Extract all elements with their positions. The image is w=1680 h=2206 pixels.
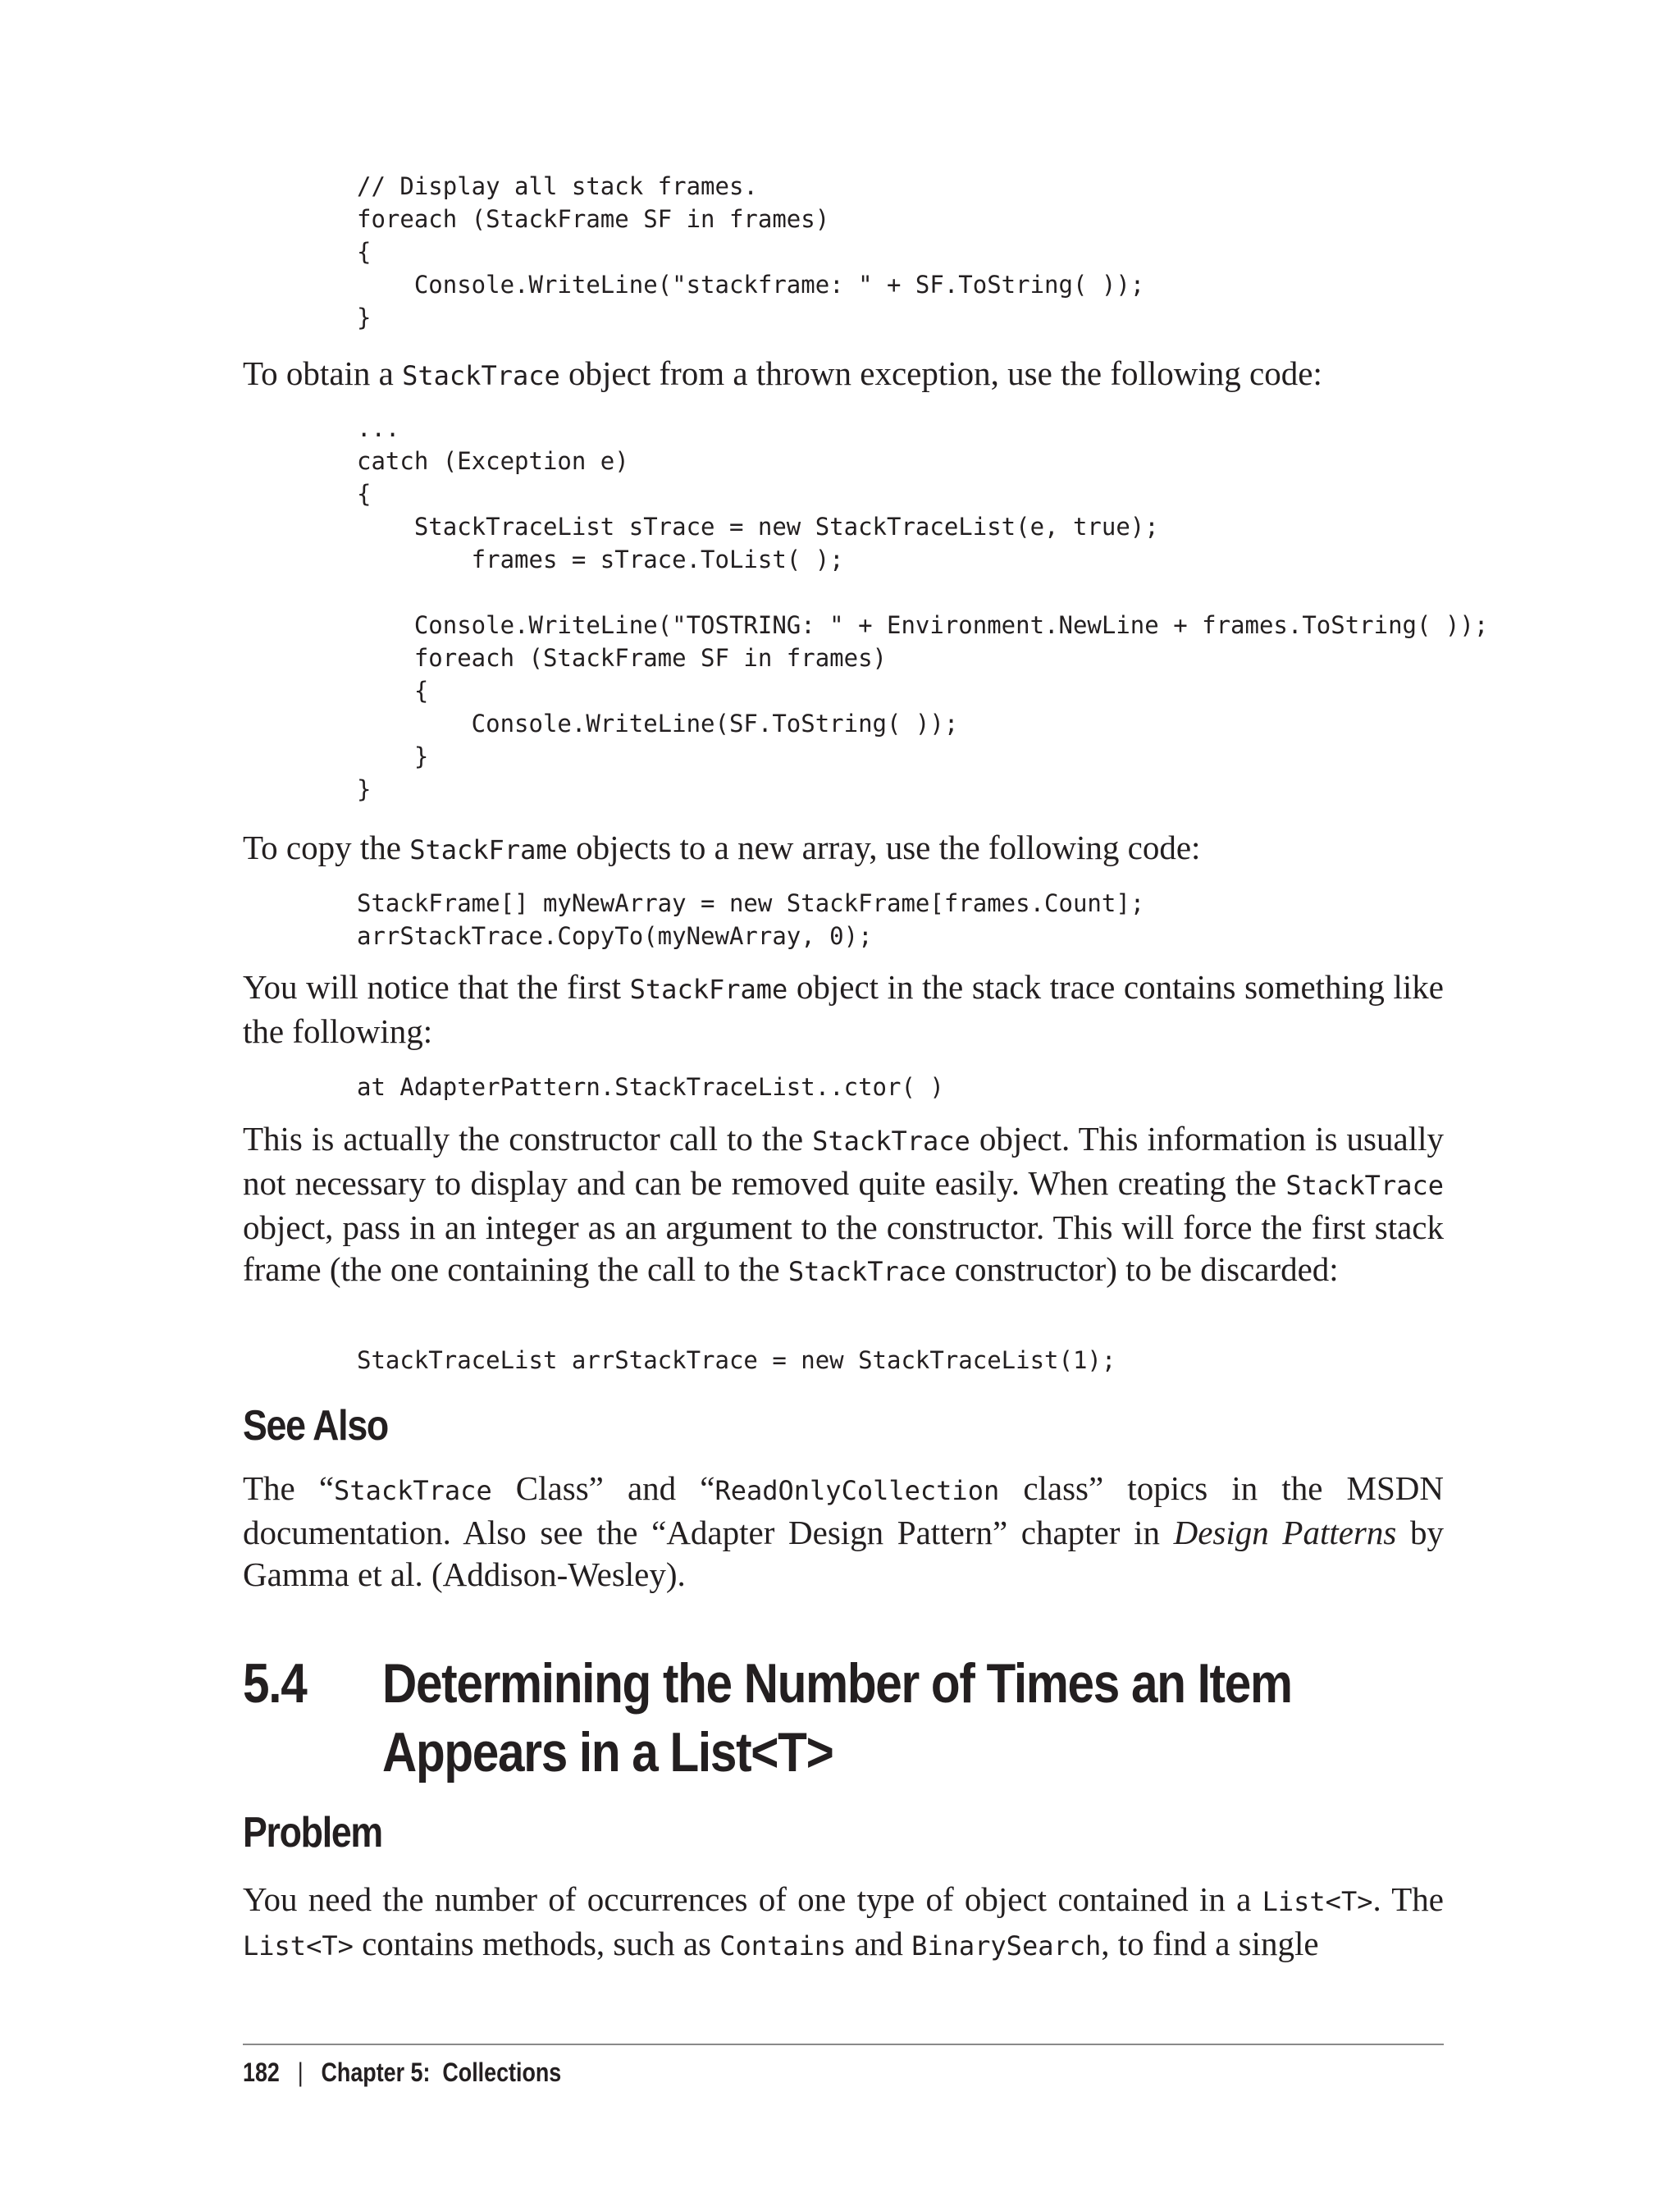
footer-rule (243, 2044, 1444, 2045)
section-number: 5.4 (243, 1652, 307, 1715)
page-footer (243, 2056, 561, 2089)
code-block-catch-exception: ... catch (Exception e) { StackTraceList sTrace = new StackTraceList(e, true); frames = sTrace.ToList( ); Console.WriteLine("TOSTRING: " + Environment.NewLine + frames.ToString( )); foreach (StackFrame SF in frames) { Console.WriteLine(SF.ToString( )); } } (357, 414, 1489, 803)
paragraph-problem: You need the number of occurrences of one type of object contained in a List<T>. The List<T> contains methods, such as Contains and BinarySearch, to find a single (243, 1880, 1444, 1962)
code-block-discard-frame: StackTraceList arrStackTrace = new StackTraceList(1); (357, 1346, 1116, 1374)
code-block-copy-array: StackFrame[] myNewArray = new StackFrame[frames.Count]; arrStackTrace.CopyTo(myNewArray, 0); (357, 889, 1145, 950)
heading-see-also: See Also (243, 1402, 388, 1450)
code-block-display-frames: // Display all stack frames. foreach (StackFrame SF in frames) { Console.WriteLine("stackframe: " + SF.ToString( )); } (357, 172, 1145, 331)
paragraph-first-stackframe: You will notice that the first StackFrame object in the stack trace contains something like the following: (243, 968, 1445, 1050)
paragraph-copy-stackframes: To copy the StackFrame objects to a new array, use the following code: (243, 829, 1201, 866)
footer-separator: | (297, 2058, 304, 2087)
section-title-line-2: Appears in a List<T> (382, 1721, 833, 1784)
heading-problem: Problem (243, 1809, 382, 1857)
paragraph-constructor-call: This is actually the constructor call to the StackTrace object. This information is usually not necessary to display and can be removed quite easily. When creating the StackTrace object, pass in an integer as an argument to the constructor. This will force the first stack frame (the one containing the call to the StackTrace constructor) to be discarded: (243, 1120, 1444, 1288)
page-number: 182 (243, 2058, 280, 2087)
chapter-title: Chapter 5: Collections (321, 2058, 562, 2087)
paragraph-see-also: The “StackTrace Class” and “ReadOnlyCollection class” topics in the MSDN documentation. Also see the “Adapter Design Pattern” chapter in Design Patterns by Gamma et al. (Addison-Wesley). (243, 1469, 1444, 1593)
paragraph-obtain-stacktrace: To obtain a StackTrace object from a thrown exception, use the following code: (243, 354, 1322, 392)
section-title (382, 1649, 1440, 1787)
section-title-line-1: Determining the Number of Times an Item (382, 1652, 1292, 1715)
code-block-ctor: at AdapterPattern.StackTraceList..ctor( ) (357, 1073, 944, 1101)
